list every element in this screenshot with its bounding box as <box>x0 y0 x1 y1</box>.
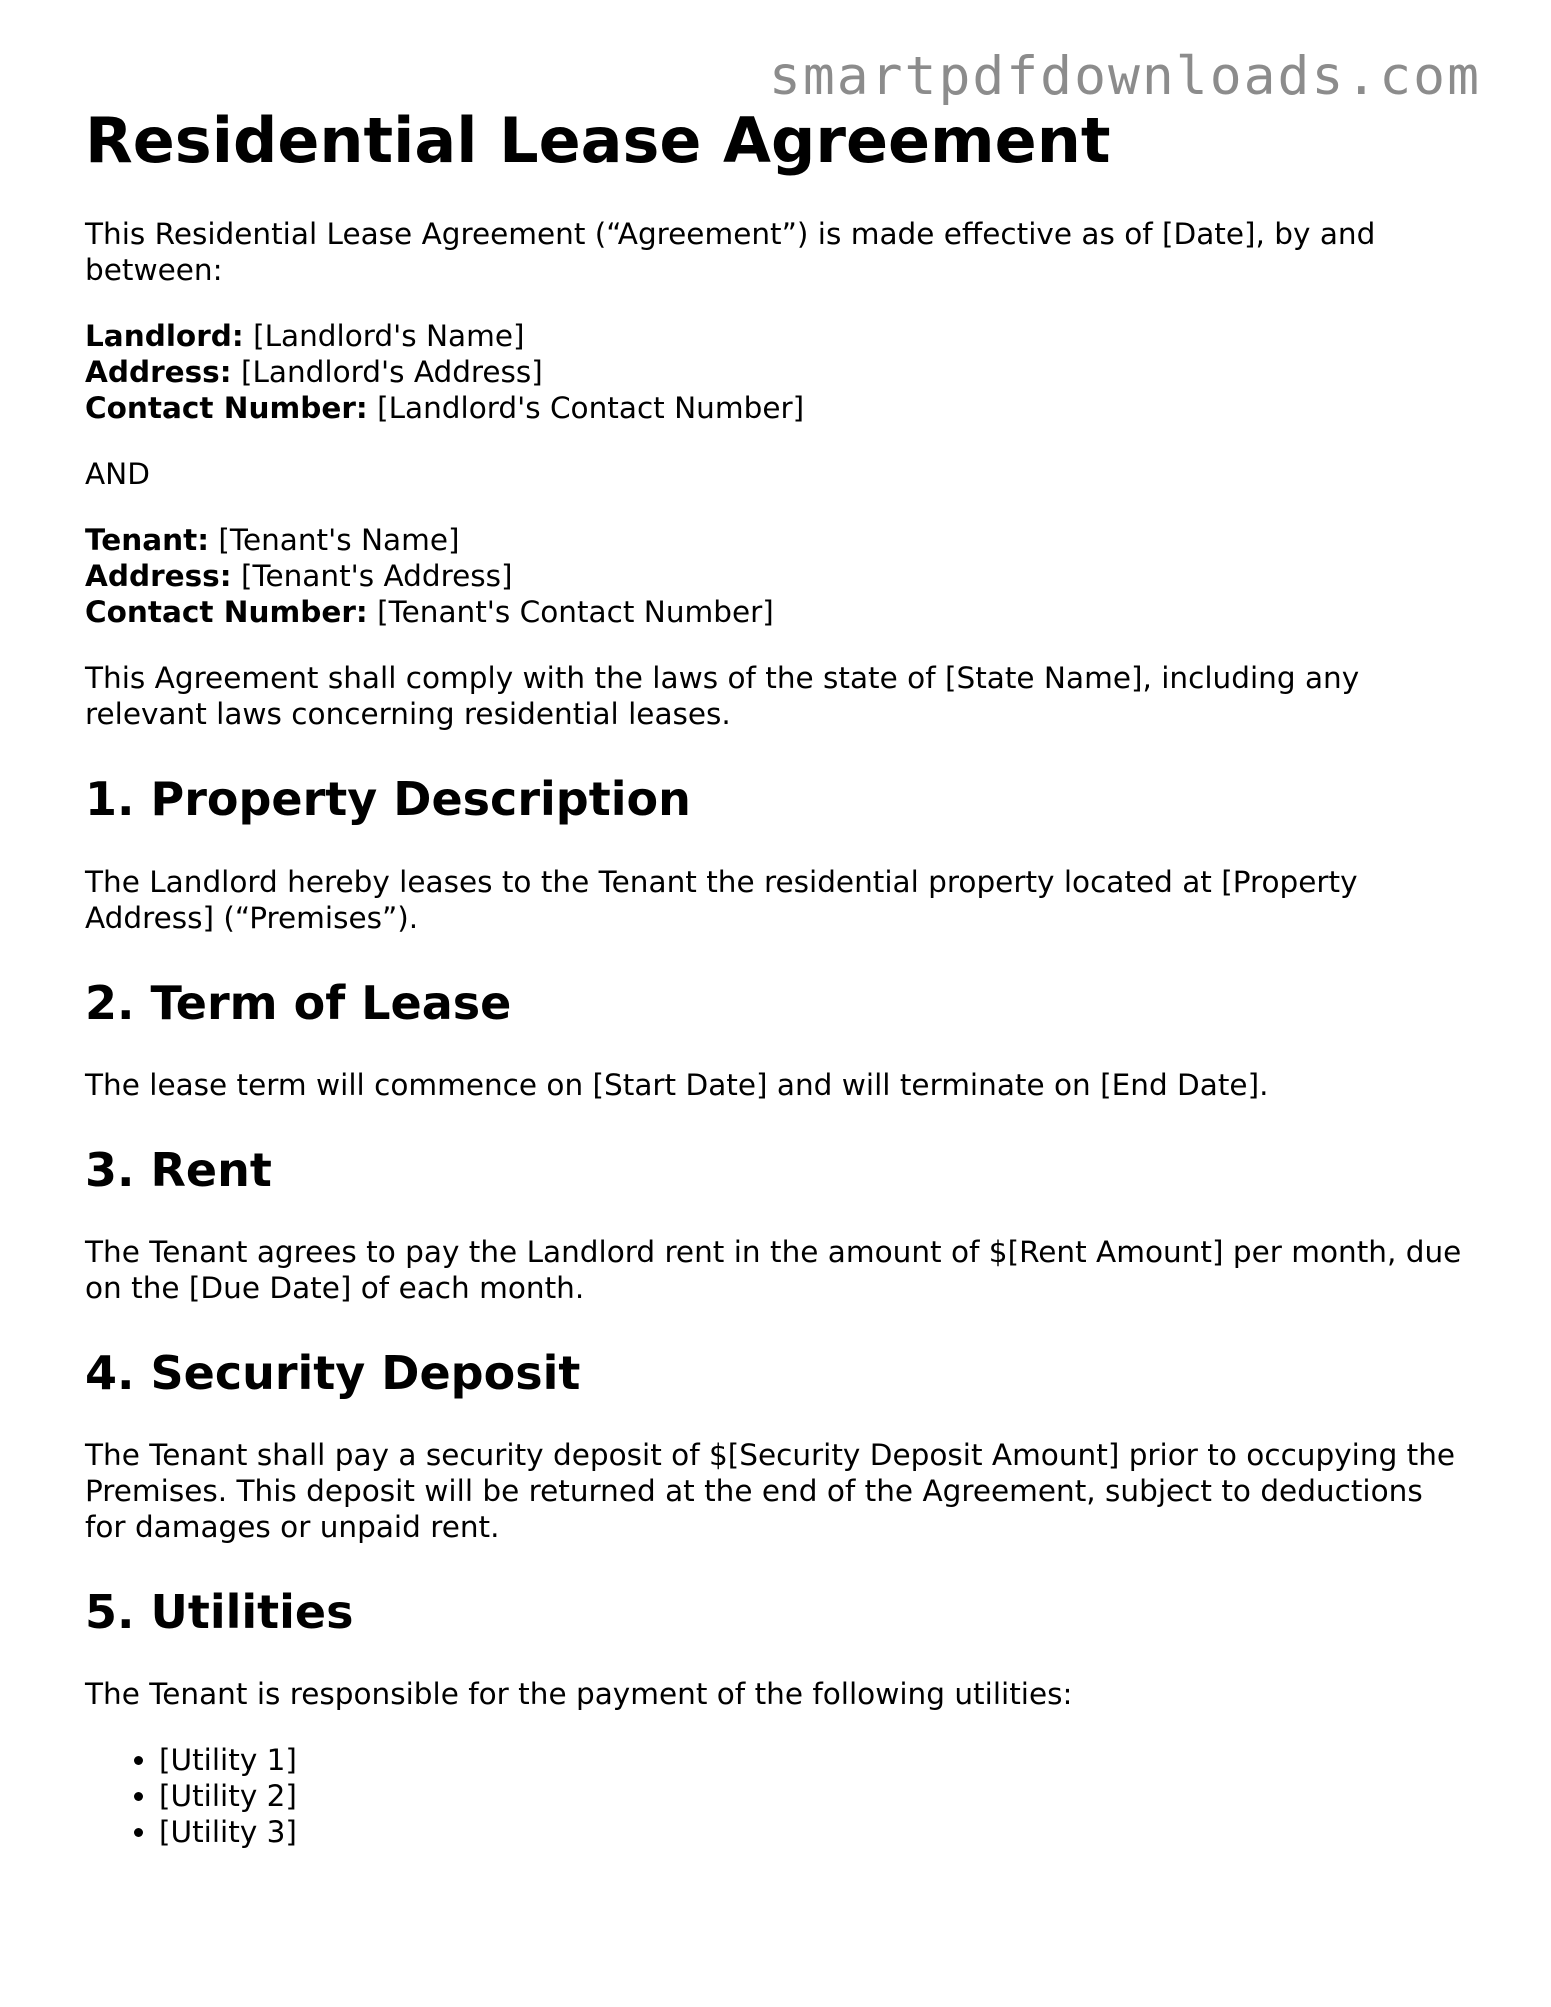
landlord-contact-value: [Landlord's Contact Number] <box>377 391 805 426</box>
tenant-block <box>85 522 1465 630</box>
utilities-list <box>85 1742 1465 1850</box>
tenant-name-value: [Tenant's Name] <box>218 523 460 558</box>
section-heading-deposit: 4. Security Deposit <box>85 1345 581 1400</box>
landlord-contact-label: Contact Number: <box>85 391 368 426</box>
tenant-address-label: Address: <box>85 559 232 594</box>
compliance-paragraph: This Agreement shall comply with the laws of the state of [State Name], including any relevant laws concerning residential leases. <box>85 661 1360 732</box>
section-body-utilities: The Tenant is responsible for the payment of the following utilities: <box>85 1677 1073 1712</box>
landlord-name-line <box>85 318 1465 354</box>
watermark: smartpdfdownloads.com <box>768 46 1481 107</box>
tenant-contact-line <box>85 594 1465 630</box>
section-heading-term: 2. Term of Lease <box>85 975 512 1030</box>
section-body-rent: The Tenant agrees to pay the Landlord rent in the amount of $[Rent Amount] per month, due on the [Due Date] of each month. <box>85 1234 1462 1305</box>
landlord-name-label: Landlord: <box>85 319 244 354</box>
tenant-contact-label: Contact Number: <box>85 595 368 630</box>
tenant-name-label: Tenant: <box>85 523 210 558</box>
page-title: Residential Lease Agreement <box>85 104 1111 177</box>
tenant-address-line <box>85 558 1465 594</box>
document-body <box>85 104 1465 1850</box>
section-heading-property: 1. Property Description <box>85 772 691 827</box>
tenant-address-value: [Tenant's Address] <box>240 559 513 594</box>
section-heading-rent: 3. Rent <box>85 1142 272 1197</box>
list-item: • [Utility 3] <box>159 1814 1465 1850</box>
section-body-property: The Landlord hereby leases to the Tenant the residential property located at [Property Address] (“Premises”). <box>85 864 1358 935</box>
landlord-block <box>85 318 1465 426</box>
landlord-address-value: [Landlord's Address] <box>240 355 543 390</box>
and-separator: AND <box>85 457 150 492</box>
landlord-contact-line <box>85 390 1465 426</box>
landlord-name-value: [Landlord's Name] <box>253 319 525 354</box>
list-item: • [Utility 2] <box>159 1778 1465 1814</box>
landlord-address-line <box>85 354 1465 390</box>
landlord-address-label: Address: <box>85 355 232 390</box>
section-body-term: The lease term will commence on [Start Date] and will terminate on [End Date]. <box>85 1067 1269 1102</box>
section-body-deposit: The Tenant shall pay a security deposit of $[Security Deposit Amount] prior to occupying the Premises. This deposit will be returned at the end of the Agreement, subject to deductions for damages or unpaid rent. <box>85 1438 1456 1545</box>
section-heading-utilities: 5. Utilities <box>85 1585 354 1640</box>
tenant-contact-value: [Tenant's Contact Number] <box>377 595 774 630</box>
tenant-name-line <box>85 522 1465 558</box>
intro-paragraph: This Residential Lease Agreement (“Agreement”) is made effective as of [Date], by and between: <box>85 217 1376 288</box>
list-item: • [Utility 1] <box>159 1742 1465 1778</box>
